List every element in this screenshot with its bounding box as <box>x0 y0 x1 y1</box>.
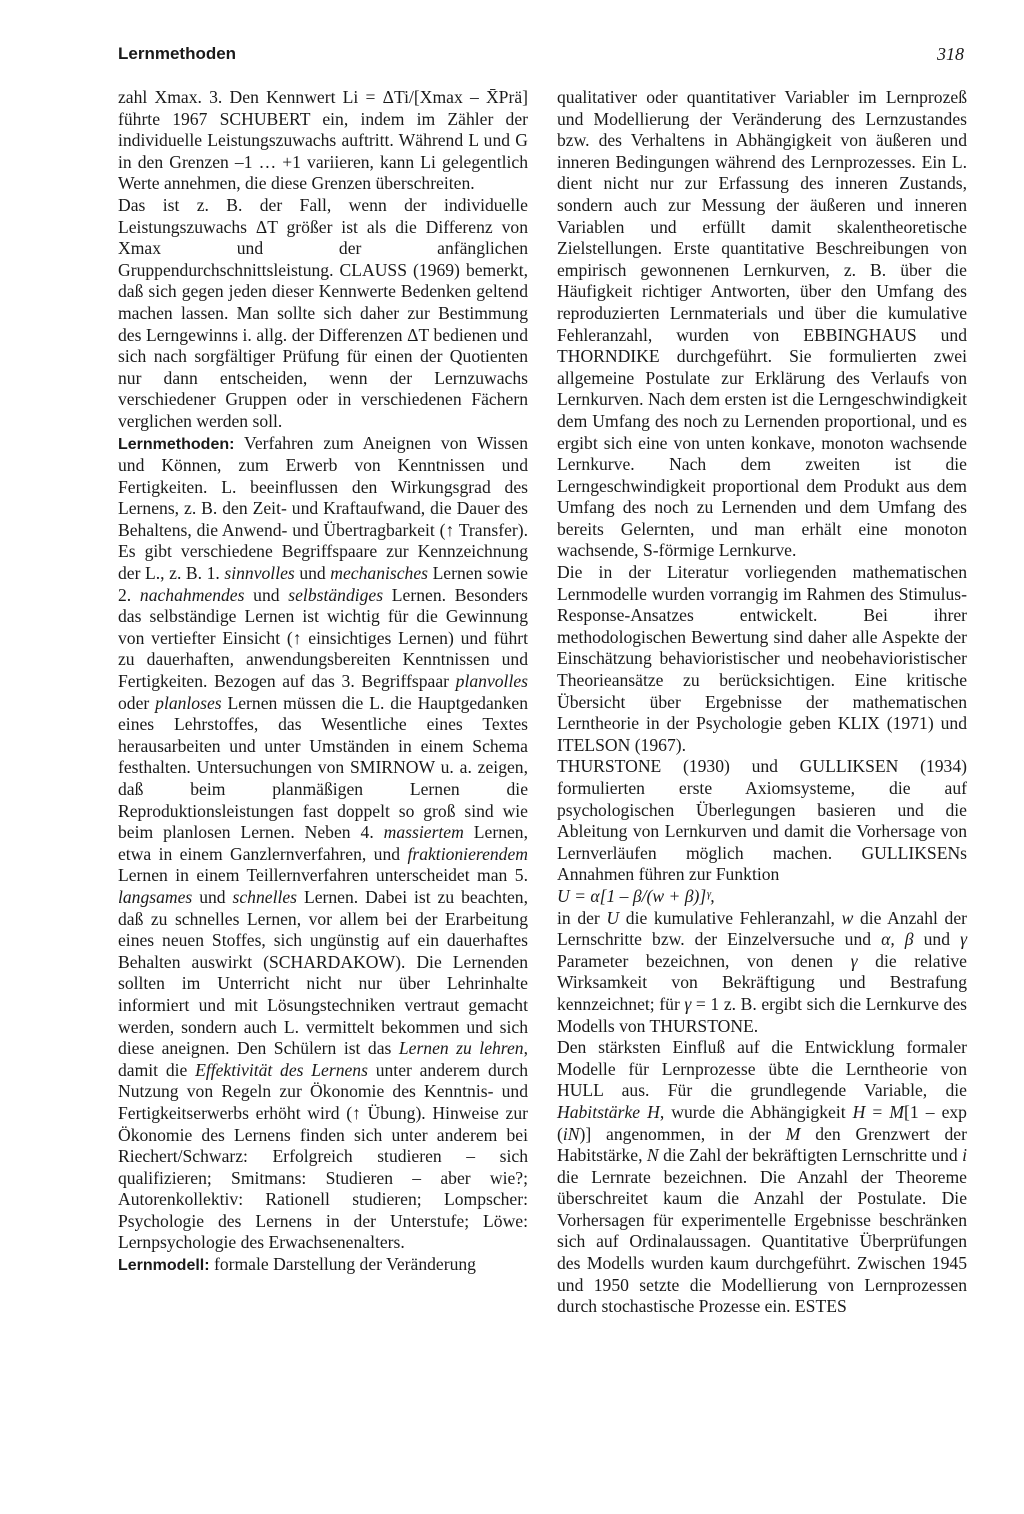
text-run: Lernen in einem Teillernverfahren unterscheidet man 5. <box>118 865 528 886</box>
paragraph-hull <box>557 1037 967 1318</box>
right-column <box>557 87 967 1318</box>
text-run: Lernen müssen die L. die Hauptgedanken eines Lehrstoffes, das Wesentliche eines Textes herausarbeiten und unter Umständen in einem Schema festhalten. Untersuchungen von SMIRNOW u. a. zeigen, daß beim planmäßigen Lernen die Reproduktionsleistungen fast doppelt so groß sind wie beim planlosen Lernen. Neben 4. <box>118 692 528 843</box>
text-run: Den stärksten Einfluß auf die Entwicklung formaler Modelle für Lernprozesse übte die Lerntheorie von HULL aus. Für die grundlegende Variable, die <box>557 1037 967 1101</box>
text-run: = <box>865 1101 890 1122</box>
italic-term: mechanisches <box>330 563 428 584</box>
paragraph-parameter <box>557 908 967 1038</box>
text-run: formale Darstellung der Veränderung <box>209 1254 476 1275</box>
paragraph-thurstone: THURSTONE (1930) und GULLIKSEN (1934) formulierten erste Axiomsysteme, die auf psychologischen Überlegungen basieren und die Ableitung von Lernkurven und damit die Vorhersage von Lernverläufen möglich machen. GULLIKSENs Annahmen führen zur Funktion <box>557 756 967 885</box>
italic-symbol: U <box>606 907 620 928</box>
text-run: und <box>192 886 233 907</box>
text-run: , wurde die Abhängigkeit <box>659 1101 853 1122</box>
formula-gulliksen: U = α[1 – β/(w + β)]ᵞ, <box>557 885 715 906</box>
running-head: Lernmethoden <box>118 44 237 63</box>
text-run: Lernen, etwa in einem Ganzlernverfahren, und <box>118 822 528 864</box>
left-column <box>118 87 528 1277</box>
italic-symbol: M <box>889 1101 905 1122</box>
text-run: [1 – exp ( <box>557 1101 967 1144</box>
text-run: , damit die <box>118 1038 529 1080</box>
italic-term: sinnvolles <box>224 563 295 584</box>
text-run: die Zahl der bekräftigten Lernschritte und <box>658 1145 963 1166</box>
italic-term: Effektivität des Lernens <box>195 1059 368 1080</box>
paragraph-fall: Das ist z. B. der Fall, wenn der individuelle Leistungszuwachs ΔT größer ist als die Differenz von Xmax und der anfänglichen Gruppendurchschnittsleistung. CLAUSS (1969) bemerkt, daß sich gegen jeden dieser Kennwerte Bedenken geltend machen lassen. Man sollte sich daher zur Bestimmung des Lerngewinns i. allg. der Differenzen ΔT bedienen und sich nach sorgfältiger Prüfung für einen der Quotienten nur dann entscheiden, wenn der Lernzuwachs verschiedener Gruppen oder in verschiedenen Fächern verglichen werden soll. <box>118 194 528 431</box>
text-run: in der <box>557 907 607 928</box>
text-run: und <box>244 584 289 605</box>
paragraph-lernmodell-cont: qualitativer oder quantitativer Variabler im Lernprozeß und Modellierung der Veränderung des Lernzustandes bzw. des Verhaltens in Abhängigkeit von äußeren und inneren Bedingungen während des Lernprozesses. Ein L. dient nicht nur zur Erfassung des inneren Zustands, sondern auch zur Messung der äußeren und inneren Variablen und erfüllt damit skalentheoretische Zielstellungen. Erste quantitative Beschreibungen von empirisch gewonnenen Lernkurven, z. B. über die Häufigkeit richtiger Antworten, über den Umfang des reproduzierten Lernmaterials und über die kumulative Fehleranzahl, wurden von EBBINGHAUS und THORNDIKE durchgeführt. Sie formulierten zwei allgemeine Postulate zur Erklärung des Verlaufs von Lernkurven. Nach dem ersten ist die Lerngeschwindigkeit dem Umfang des noch zu Lernenden proportional, und es ergibt sich eine von unten konkave, monoton wachsende Lernkurve. Nach dem zweiten ist die Lerngeschwindigkeit proportional dem Produkt aus dem Umfang des noch zu Lernenden und dem Umfang des bereits Gelernten, und man erhält eine monoton wachsende, S-förmige Lernkurve. <box>557 87 967 561</box>
text-run: und <box>294 563 331 584</box>
text-run: und <box>913 929 961 950</box>
italic-symbol: N <box>646 1145 659 1166</box>
paragraph-literatur: Die in der Literatur vorliegenden mathematischen Lernmodelle wurden vorrangig im Rahmen des Stimulus-Response-Ansatzes entwickelt. Bei ihrer methodologischen Bewertung sind daher alle Aspekte der Einschätzung behavioristischer und neobehavioristischer Theorieansätze zu berücksichtigen. Eine kritische Übersicht über Ergebnisse der mathematischen Lerntheorie in der Psychologie geben KLIX (1971) und ITELSON (1967). <box>557 562 967 755</box>
paragraph-kennwert: zahl Xmax. 3. Den Kennwert Li = ΔTi/[Xmax – X̄Prä] führte 1967 SCHUBERT ein, indem im Zähler der individuelle Leistungszuwachs auftritt. Während L und G in den Grenzen –1 … +1 variieren, kann Li gelegentlich Werte annehmen, die diese Grenzen überschreiten. <box>118 87 528 194</box>
headword-lernmodell: Lernmodell: <box>118 1257 210 1275</box>
text-run: Parameter bezeichnen, von denen <box>557 950 851 971</box>
italic-symbol: iN <box>562 1123 580 1144</box>
page-number: 318 <box>937 44 964 64</box>
text-run: den Grenzwert der Habitstärke, <box>557 1123 967 1166</box>
entry-lernmodell <box>118 1254 528 1277</box>
text-run: Verfahren zum Aneignen von Wissen und Können, zum Erwerb von Kenntnissen und Fertigkeiten. L. beeinflussen den Wirkungsgrad des Lernens, z. B. den Zeit- und Kraftaufwand, die Dauer des Behaltens, die Anwend- und Übertragbarkeit (↑ Transfer). Es gibt verschiedene Begriffspaare zur Kennzeichnung der L., z. B. 1. <box>118 432 528 584</box>
italic-term: fraktionierendem <box>407 843 528 864</box>
italic-symbol: γ <box>850 950 858 971</box>
italic-term: nachahmendes <box>139 584 245 605</box>
italic-term: planloses <box>155 692 222 713</box>
text-run: Lernen sowie 2. <box>118 563 528 605</box>
text-run: die kumulative Fehleranzahl, <box>619 907 842 928</box>
italic-symbol: i <box>962 1145 967 1166</box>
italic-term: langsames <box>118 886 193 907</box>
headword-lernmethoden: Lernmethoden: <box>118 435 235 453</box>
text-run: Lernen. Besonders das selbständige Lernen ist wichtig für die Gewinnung von vertiefter Einsicht (↑ einsichtiges Lernen) und führt zu dauerhaften, anwendungsbereiten Kenntnissen und Fertigkeiten. Bezogen auf das 3. Begriffspaar <box>118 584 529 692</box>
italic-symbol: γ <box>684 993 692 1014</box>
text-run: die relative Wirksamkeit von Bekräftigung und Bestrafung kennzeichnet; für <box>557 950 967 1014</box>
italic-term: massiertem <box>383 822 464 843</box>
text-run: unter anderem durch Nutzung von Regeln zur Ökonomie des Kenntnis- und Fertigkeitserwerbs erhöht wird (↑ Übung). Hinweise zur Ökonomie des Lernens finden sich unter anderem bei Riechert/Schwarz: Erfolgreich studieren – sich qualifizieren; Smitmans: Studieren – aber wie?; Autorenkollektiv: Rationell studieren; Lompscher: Psychologie des Lernens in der Unterstufe; Löwe: Lernpsychologie des Erwachsenenalters. <box>118 1059 529 1253</box>
text-run: die Lernrate bezeichnen. Die Anzahl der Theoreme überschreitet kaum die Anzahl der Postulate. Die Vorhersagen für experimentelle Ergebnisse beschränken sich auf Ordinalaussagen. Quantitative Überprüfungen des Modells wurden kaum durchgeführt. Zwischen 1945 und 1950 setzte die Modellierung von Lernprozessen durch stochastische Prozesse ein. ESTES <box>557 1166 967 1317</box>
italic-symbol: α, β <box>881 929 914 950</box>
italic-symbol: w <box>841 907 854 928</box>
italic-term: Lernen zu lehren <box>398 1038 524 1059</box>
italic-symbol: γ <box>960 929 968 950</box>
italic-term: planvolles <box>455 671 528 692</box>
italic-term: schnelles <box>232 886 298 907</box>
text-run: = 1 z. B. ergibt sich die Lernkurve des Modells von THURSTONE. <box>557 993 967 1036</box>
italic-symbol: Habitstärke H <box>557 1101 660 1122</box>
text-run: Lernen. Dabei ist zu beachten, daß zu schnelles Lernen, vor allem bei der Erarbeitung eines neuen Stoffes, sich ungünstig auf ein dauerhaftes Behalten auswirkt (SCHARDAKOW). Die Lernenden sollten im Unterricht nicht nur über Lehrinhalte informiert und mit Lösungstechniken vertraut gemacht werden, sondern auch L. vermittelt bekommen und sich diese aneignen. Den Schülern ist das <box>118 886 529 1059</box>
italic-symbol: H <box>852 1101 866 1122</box>
italic-term: selbständiges <box>288 584 384 605</box>
italic-symbol: M <box>785 1123 801 1144</box>
entry-lernmethoden <box>118 433 528 1255</box>
text-run: oder <box>118 692 156 713</box>
text-run: die Anzahl der Lernschritte bzw. der Einzelversuche und <box>557 907 967 950</box>
text-run: )] angenommen, in der <box>579 1123 786 1144</box>
